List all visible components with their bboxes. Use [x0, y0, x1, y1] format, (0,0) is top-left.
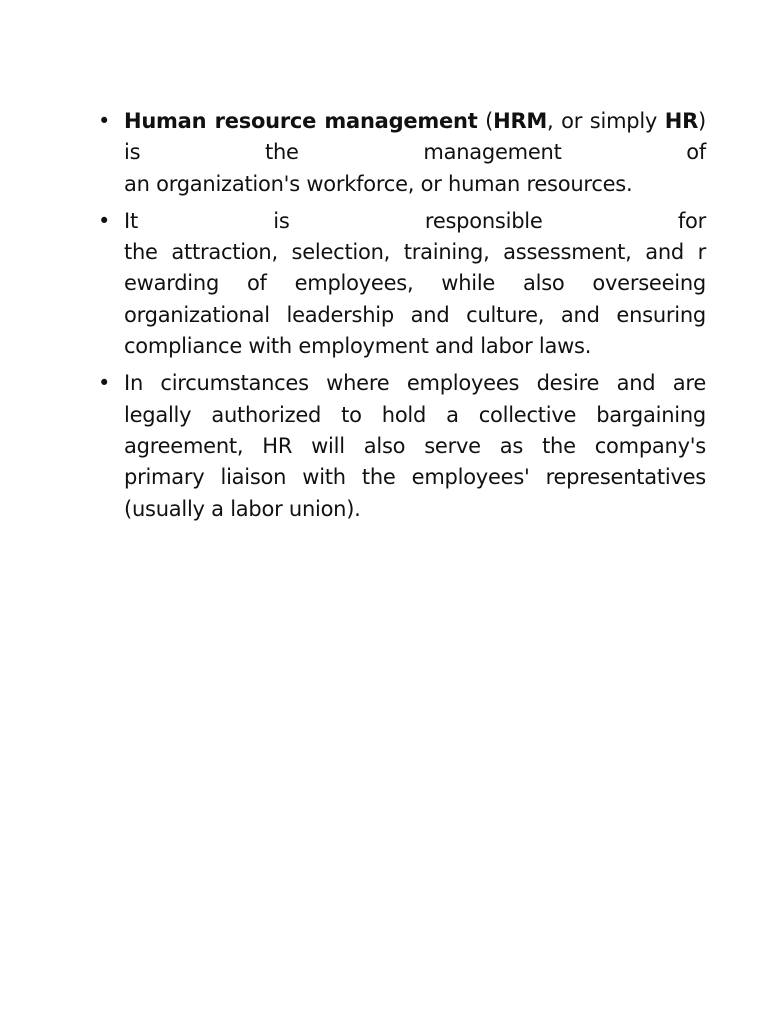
- text-line: agreement, HR will also serve as the company's: [124, 433, 706, 458]
- bullet-text: [124, 106, 706, 200]
- hr-abbreviation: HR: [664, 109, 699, 133]
- bullet-dot-icon: •: [98, 109, 111, 133]
- hrm-abbreviation: HRM: [493, 109, 548, 133]
- text-fragment: ): [698, 109, 706, 133]
- text-fragment: (: [477, 109, 494, 133]
- text-line: [124, 106, 706, 137]
- bullet-text: [124, 206, 706, 362]
- text-line: It is responsible for: [124, 208, 706, 233]
- text-line: is the management of: [124, 140, 706, 165]
- text-line: the attraction, selection, training, assessment, and r: [124, 240, 706, 265]
- bullet-list: [98, 106, 706, 531]
- hrm-term: Human resource management: [124, 109, 478, 133]
- bullet-item-hr-responsibilities: [98, 206, 706, 362]
- text-line: compliance with employment and labor laws.: [124, 334, 592, 359]
- text-fragment: , or simply: [547, 109, 665, 133]
- text-line: In circumstances where employees desire and are: [124, 371, 706, 396]
- text-line: ewarding of employees, while also overseeing: [124, 271, 706, 296]
- text-line: an organization's workforce, or human resources.: [124, 171, 633, 196]
- bullet-text: [124, 368, 706, 524]
- bullet-dot-icon: •: [98, 208, 111, 233]
- text-line: organizational leadership and culture, and ensuring: [124, 302, 706, 327]
- text-line: primary liaison with the employees' representatives: [124, 465, 706, 490]
- text-line: (usually a labor union).: [124, 496, 361, 521]
- bullet-item-collective-bargaining: [98, 368, 706, 524]
- bullet-item-hrm-definition: [98, 106, 706, 200]
- bullet-dot-icon: •: [98, 371, 111, 396]
- text-line: legally authorized to hold a collective bargaining: [124, 402, 706, 427]
